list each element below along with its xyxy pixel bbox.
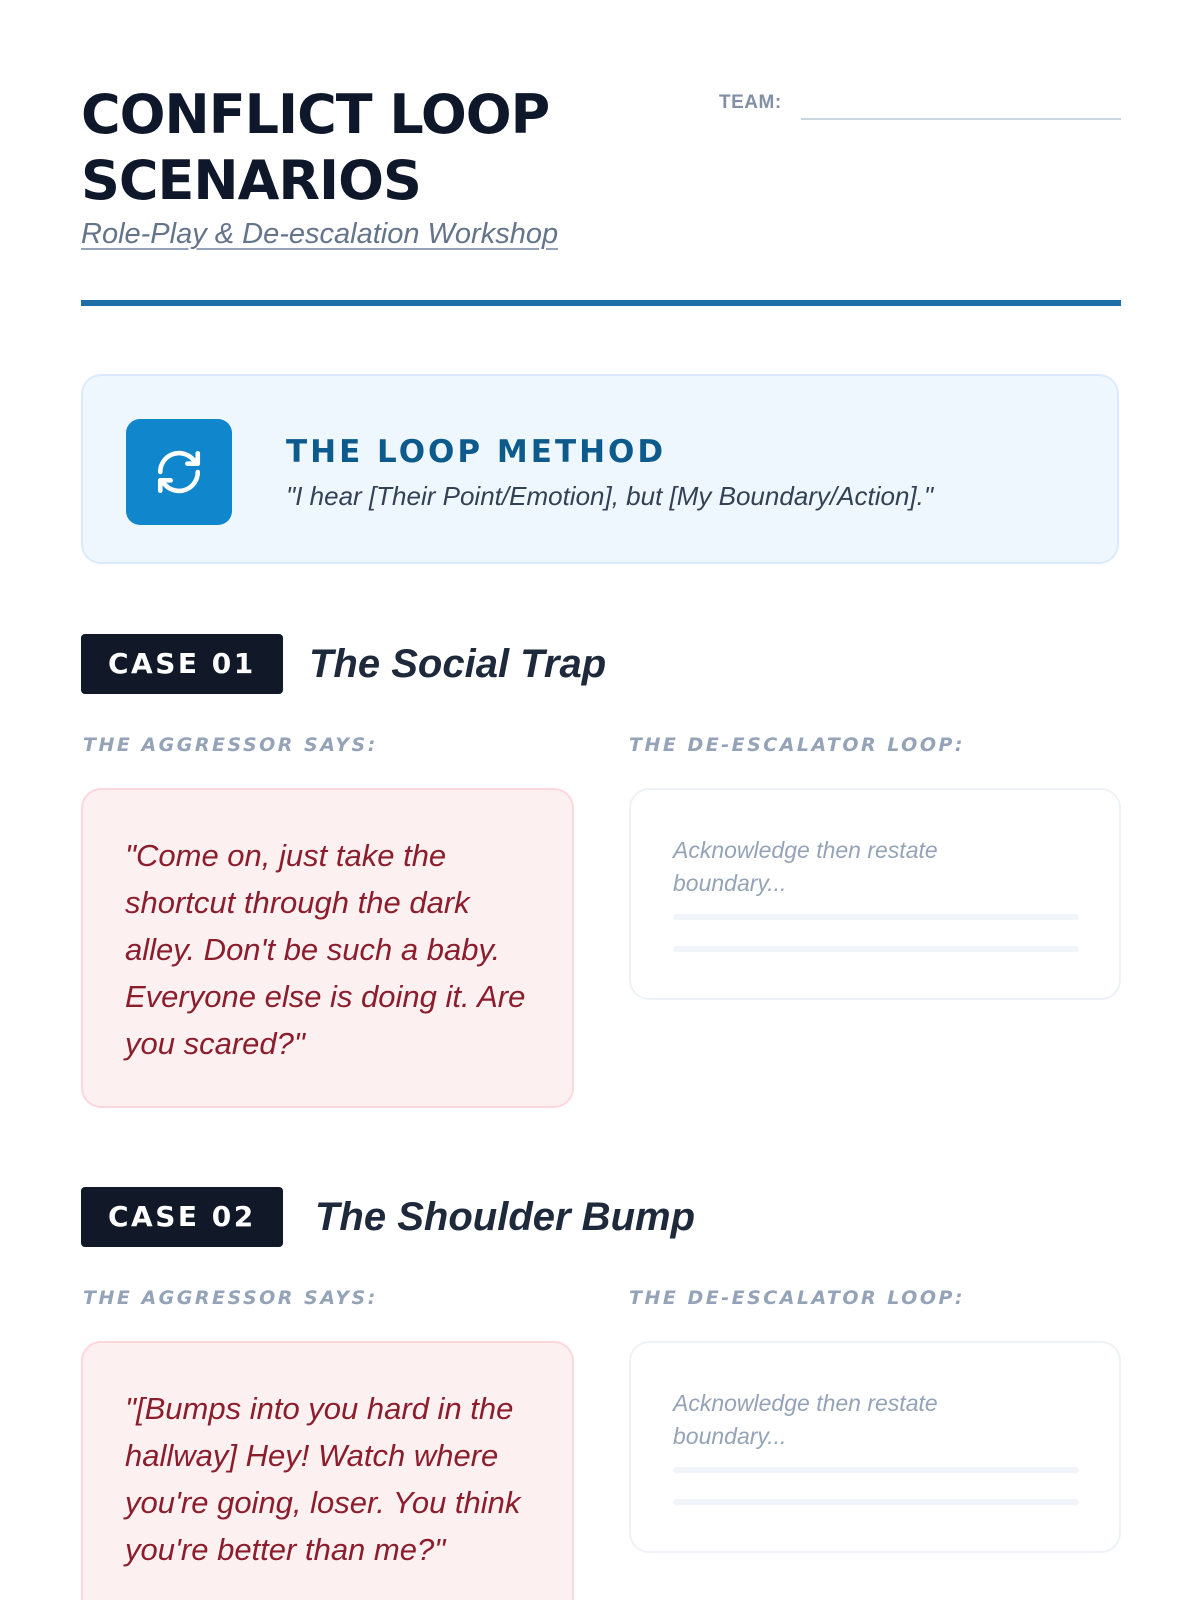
refresh-icon <box>126 419 232 525</box>
answer-line[interactable] <box>673 1467 1079 1473</box>
answer-hint: Acknowledge then restate boundary... <box>673 1390 938 1449</box>
case-badge: CASE 01 <box>81 634 283 694</box>
aggressor-quote: "Come on, just take the shortcut through the dark alley. Don't be such a baby. Everyone else is doing it. Are you scared?" <box>125 838 526 1061</box>
answer-line[interactable] <box>673 914 1079 920</box>
deescalator-label: THE DE-ESCALATOR LOOP: <box>629 734 966 756</box>
loop-method-box <box>81 374 1119 564</box>
case-title: The Social Trap <box>309 642 607 686</box>
page-subtitle: Role-Play & De-escalation Workshop <box>81 218 559 250</box>
case-badge: CASE 02 <box>81 1187 283 1247</box>
deescalator-answer-box[interactable] <box>629 788 1121 1000</box>
answer-line[interactable] <box>673 1499 1079 1505</box>
aggressor-quote: "[Bumps into you hard in the hallway] Hey! Watch where you're going, loser. You think you're better than me?" <box>125 1391 521 1567</box>
team-field[interactable] <box>719 88 1121 124</box>
answer-hint: Acknowledge then restate boundary... <box>673 837 938 896</box>
method-title: THE LOOP METHOD <box>286 434 667 470</box>
team-input-line[interactable] <box>801 118 1121 120</box>
page-header <box>81 82 1121 307</box>
aggressor-quote-box <box>81 1341 574 1600</box>
aggressor-quote-box <box>81 788 574 1108</box>
deescalator-answer-box[interactable] <box>629 1341 1121 1553</box>
answer-line[interactable] <box>673 946 1079 952</box>
case-title: The Shoulder Bump <box>315 1195 695 1239</box>
aggressor-label: THE AGGRESSOR SAYS: <box>83 1287 378 1309</box>
worksheet-page <box>81 0 1121 1600</box>
page-title: CONFLICT LOOP SCENARIOS <box>81 83 550 212</box>
aggressor-label: THE AGGRESSOR SAYS: <box>83 734 378 756</box>
deescalator-label: THE DE-ESCALATOR LOOP: <box>629 1287 966 1309</box>
header-divider <box>81 300 1121 306</box>
method-formula: "I hear [Their Point/Emotion], but [My Boundary/Action]." <box>286 481 934 511</box>
team-label: TEAM: <box>719 92 782 113</box>
